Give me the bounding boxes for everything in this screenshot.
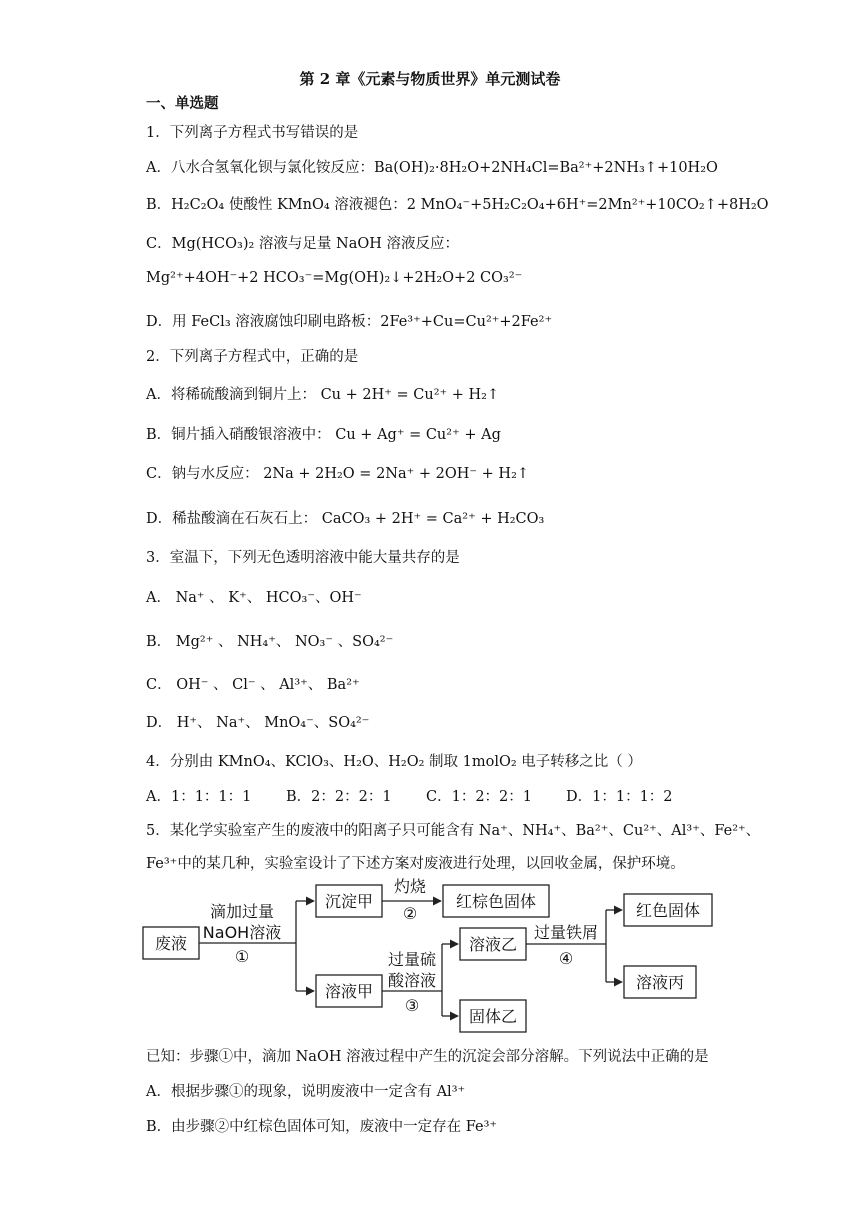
q2-option-b: B．铜片插入硝酸银溶液中： Cu + Ag⁺ = Cu²⁺ + Ag: [146, 427, 501, 443]
q4-options: [146, 785, 706, 806]
q2-option-d: D．稀盐酸滴在石灰石上： CaCO₃ + 2H⁺ = Ca²⁺ + H₂CO₃: [146, 511, 545, 527]
q2-option-c: C．钠与水反应： 2Na + 2H₂O = 2Na⁺ + 2OH⁻ + H₂↑: [146, 466, 530, 482]
q3-option-a: A． Na⁺ 、 K⁺、 HCO₃⁻、OH⁻: [146, 590, 362, 606]
q1-stem: 1．下列离子方程式书写错误的是: [146, 125, 359, 141]
q3-option-b: B． Mg²⁺ 、 NH₄⁺、 NO₃⁻ 、SO₄²⁻: [146, 634, 394, 650]
label-step1-top: 滴加过量: [209, 902, 275, 921]
q1-option-c: C．Mg(HCO₃)₂ 溶液与足量 NaOH 溶液反应：: [146, 236, 459, 252]
label-step2-top: 灼烧: [393, 877, 427, 896]
q5-stem-line-1: 5．某化学实验室产生的废液中的阳离子只可能含有 Na⁺、NH₄⁺、Ba²⁺、Cu²⁺、Al³⁺、Fe²⁺、: [146, 823, 761, 839]
q5-option-b: B．由步骤②中红棕色固体可知，废液中一定存在 Fe³⁺: [146, 1119, 498, 1135]
label-red-brown: 红棕色固体: [455, 892, 537, 911]
q4-option-b: B．2：2：2：1: [286, 789, 392, 805]
label-sol-c: 溶液丙: [635, 973, 685, 992]
page-title: 第 2 章《元素与物质世界》单元测试卷: [299, 70, 561, 88]
q4-option-c: C．1：2：2：1: [426, 789, 532, 805]
label-step4-top: 过量铁屑: [533, 923, 599, 942]
label-step1-num: ①: [234, 947, 250, 966]
q3-option-d: D． H⁺、 Na⁺、 MnO₄⁻、SO₄²⁻: [146, 715, 370, 731]
label-waste: 废液: [154, 934, 188, 953]
label-step4-num: ④: [558, 949, 574, 968]
q5-option-a: A．根据步骤①的现象，说明废液中一定含有 Al³⁺: [146, 1084, 466, 1100]
label-red-solid: 红色固体: [635, 901, 701, 920]
label-precip-a: 沉淀甲: [324, 892, 374, 911]
label-step2-num: ②: [402, 904, 418, 923]
q1-option-b: B．H₂C₂O₄ 使酸性 KMnO₄ 溶液褪色：2 MnO₄⁻+5H₂C₂O₄+6H⁺=2Mn²⁺+10CO₂↑+8H₂O: [146, 197, 769, 213]
q1-option-a: A．八水合氢氧化钡与氯化铵反应：Ba(OH)₂·8H₂O+2NH₄Cl=Ba²⁺+2NH₃↑+10H₂O: [146, 160, 718, 176]
q4-option-d: D．1：1：1：2: [566, 789, 673, 805]
q4-option-a: A．1：1：1：1: [146, 789, 252, 805]
q5-note: 已知：步骤①中，滴加 NaOH 溶液过程中产生的沉淀会部分溶解。下列说法中正确的是: [146, 1049, 709, 1065]
label-sol-b: 溶液乙: [468, 935, 518, 954]
process-flow-diagram: [140, 870, 720, 1040]
q3-stem: 3．室温下，下列无色透明溶液中能大量共存的是: [146, 550, 460, 566]
label-step3-top: 过量硫: [387, 950, 437, 969]
q4-stem: 4．分别由 KMnO₄、KClO₃、H₂O、H₂O₂ 制取 1molO₂ 电子转移之比（ ）: [146, 754, 642, 770]
label-step3-num: ③: [404, 996, 420, 1015]
q1-option-c-equation: Mg²⁺+4OH⁻+2 HCO₃⁻=Mg(OH)₂↓+2H₂O+2 CO₃²⁻: [146, 270, 523, 286]
q2-option-a: A．将稀硫酸滴到铜片上： Cu + 2H⁺ = Cu²⁺ + H₂↑: [146, 387, 500, 403]
q3-option-c: C． OH⁻ 、 Cl⁻ 、 Al³⁺、 Ba²⁺: [146, 677, 360, 693]
section-heading: 一、单选题: [146, 95, 219, 112]
label-sol-a: 溶液甲: [324, 982, 374, 1001]
label-solid-b: 固体乙: [468, 1007, 518, 1026]
label-step1-mid: NaOH溶液: [202, 923, 282, 942]
q5-stem-line-2: Fe³⁺中的某几种，实验室设计了下述方案对废液进行处理，以回收金属，保护环境。: [146, 856, 685, 872]
q2-stem: 2．下列离子方程式中，正确的是: [146, 349, 359, 365]
label-step3-mid: 酸溶液: [387, 971, 437, 990]
q1-option-d: D．用 FeCl₃ 溶液腐蚀印刷电路板：2Fe³⁺+Cu=Cu²⁺+2Fe²⁺: [146, 314, 553, 330]
